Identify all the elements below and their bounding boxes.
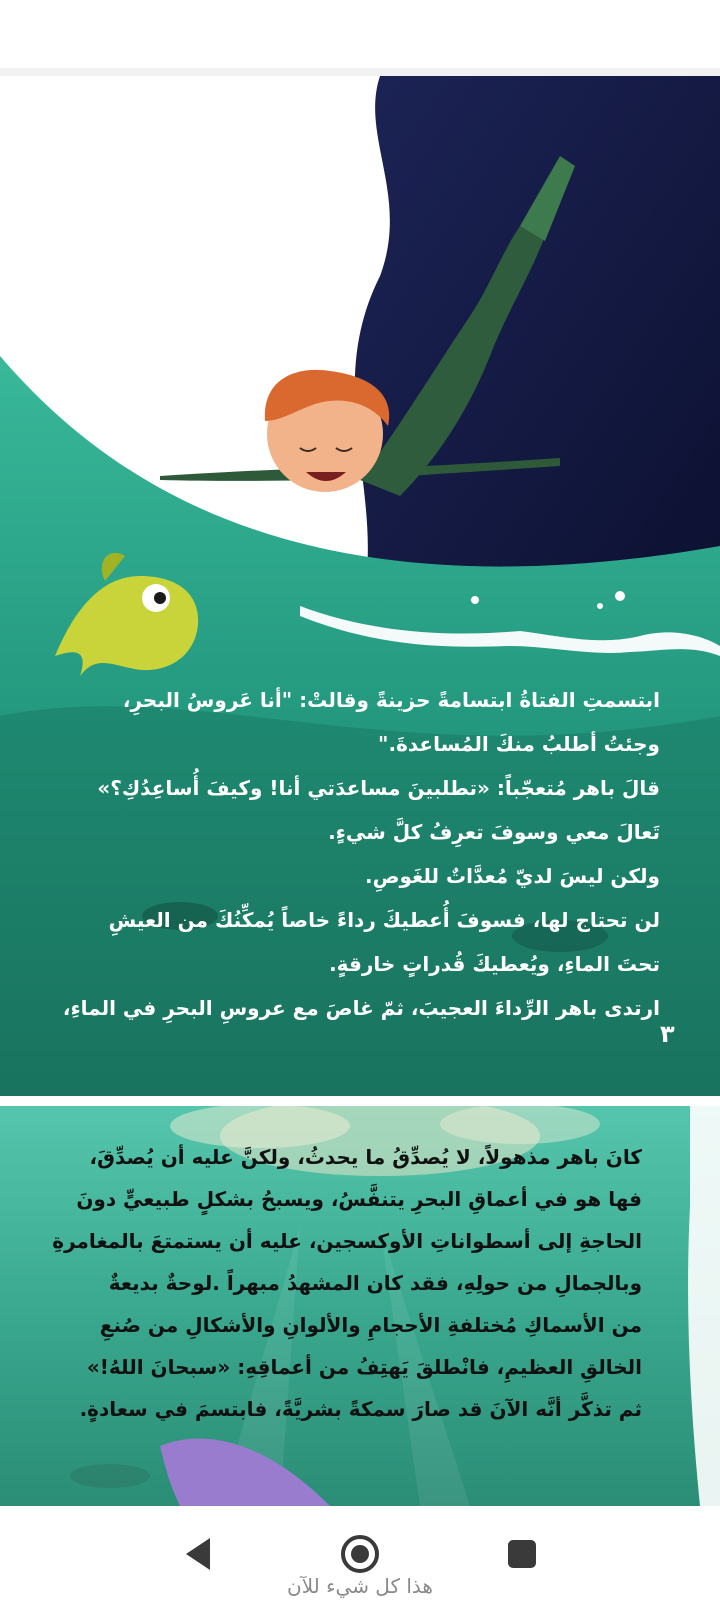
page-separator <box>0 68 720 76</box>
bottom-caption: هذا كل شيء للآن <box>287 1574 433 1598</box>
story-line: ثم تذكَّر أنَّه الآنَ قد صارَ سمكةً بشريَّةً، فابتسمَ في سعادةٍ. <box>79 1397 642 1421</box>
home-button[interactable] <box>336 1530 384 1578</box>
story-line: الخالقِ العظيمِ، فانْطلقَ يَهتِفُ من أعماقِهِ: «سبحانَ اللهُ!» <box>86 1355 642 1379</box>
home-circle-icon <box>339 1533 381 1575</box>
night-sky-shape <box>355 76 720 621</box>
story-line: ولكن ليسَ لديّ مُعدَّاتٌ للغَوصِ. <box>365 864 660 888</box>
story-text-page-4 <box>52 1136 642 1430</box>
story-line: ارتدى باهر الرِّداءَ العجيبَ، ثمّ غاصَ مع عروسِ البحرِ في الماءِ، <box>62 996 660 1020</box>
page-number: ٣ <box>660 1020 675 1048</box>
story-line: وبالجمالِ من حولِهِ، فقد كان المشهدُ مبهراً .لوحةٌ بديعةٌ <box>108 1271 642 1295</box>
story-line: فها هو في أعماقِ البحرِ يتنفَّسُ، ويسبحُ بشكلٍ طبيعيٍّ دونَ <box>76 1187 642 1211</box>
book-page-3[interactable] <box>0 76 720 1096</box>
story-line: كانَ باهر مذهولاً، لا يُصدِّقُ ما يحدثُ، ولكنَّ عليه أن يُصدِّقَ، <box>89 1145 642 1169</box>
back-button[interactable] <box>174 1530 222 1578</box>
story-line: تَعالَ معي وسوفَ تعرِفُ كلَّ شيءٍ. <box>328 820 660 844</box>
story-line: الحاجةِ إلى أسطواناتِ الأوكسجين، عليه أن يستمتعَ بالمغامرةِ <box>52 1229 642 1253</box>
story-line: من الأسماكِ مُختلفةِ الأحجامِ والألوانِ والأشكالِ من صُنعِ <box>99 1313 642 1337</box>
page-separator <box>0 1096 720 1106</box>
book-page-4[interactable] <box>0 1106 720 1506</box>
story-line: قالَ باهر مُتعجّباً: «تطلبينَ مساعدَتي أنا! وكيفَ أُساعِدُكِ؟» <box>97 776 660 800</box>
story-text-page-3 <box>60 678 660 1030</box>
recents-square-icon <box>506 1538 538 1570</box>
story-line: ابتسمتِ الفتاةُ ابتسامةً حزينةً وقالتْ: "أنا عَروسُ البحرِ، <box>122 688 660 712</box>
back-triangle-icon <box>182 1536 214 1572</box>
story-line: تحتَ الماءِ، ويُعطيكَ قُدراتٍ خارقةٍ. <box>329 952 660 976</box>
top-blank-area <box>0 0 720 68</box>
recents-button[interactable] <box>498 1530 546 1578</box>
story-line: وجئتُ أطلبُ منكَ المُساعدةَ." <box>378 732 660 756</box>
story-line: لن تحتاج لها، فسوفَ أُعطيكَ رداءً خاصاً يُمكِّنُكَ من العيشِ <box>108 908 660 932</box>
